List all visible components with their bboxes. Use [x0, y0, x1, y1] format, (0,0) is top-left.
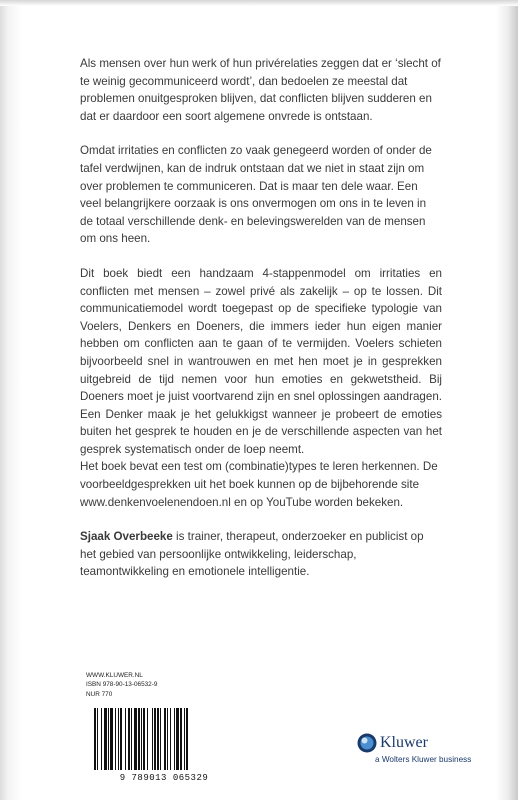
- barcode-digits: 9 789013 065329: [119, 773, 209, 783]
- author-bio: [80, 528, 442, 581]
- barcode: [84, 706, 244, 784]
- isbn: ISBN 978-90-13-06532-9: [86, 681, 158, 689]
- barcode-bars: [94, 708, 232, 770]
- blurb-paragraph-2: Omdat irritaties en conflicten zo vaak genegeerd worden of onder de tafel verdwijnen, kan de indruk ontstaan dat we niet in staat zijn om over problemen te communiceren. Dat is maar ten dele waar. Een veel belangrijkere oorzaak is ons onvermogen om ons in te leven in de totaal verschillende denk- en belevingswerelden van de mensen om ons heen.: [80, 144, 432, 246]
- blurb-paragraph-1: Als mensen over hun werk of hun privérelaties zeggen dat er ‘slecht of te weinig gecommuniceerd wordt’, dan bedoelen ze meestal dat problemen onuitgesproken blijven, dat conflicten blijven sudderen en dat er daardoor een soort algemene onvrede is ontstaan.: [80, 57, 441, 123]
- publisher-tagline: a Wolters Kluwer business: [375, 755, 472, 764]
- blurb-paragraph-3: Dit boek biedt een handzaam 4-stappenmodel om irritaties en conflicten met mensen – zowel privé als zakelijk – op te lossen. Dit communicatiemodel wordt toegepast op de specifieke typologie van Voelers, Denkers en Doeners, die immers ieder hun eigen manier hebben om conflicten aan te gaan of te vermijden. Voelers schieten bijvoorbeeld snel in wantrouwen en met hen moet je in gesprekken uitgebreid de tijd nemen voor hun emoties en gekwetstheid. Bij Doeners moet je juist voortvarend zijn en snel oplossingen aandragen. Een Denker maak je het gelukkigst wanneer je probeert de emoties buiten het gesprek te houden en je de verschillende aspecten van het gesprek systematisch onder de loep neemt.: [80, 266, 442, 456]
- publisher-website: WWW.KLUWER.NL: [86, 672, 143, 679]
- blurb-paragraph-4: Het boek bevat een test om (combinatie)types te leren herkennen. De voorbeeldgesprekken uit het boek kunnen op de bijbehorende site www.denkenvoelenendoen.nl en op YouTube worden bekeken.: [80, 460, 438, 509]
- publisher-name: Kluwer: [380, 734, 428, 751]
- nur-code: NUR 770: [86, 690, 113, 698]
- publisher-brand: [357, 733, 428, 753]
- cover-top-edge: [0, 0, 518, 6]
- blurb-text: [80, 55, 442, 581]
- publication-info: [86, 671, 157, 699]
- author-name: Sjaak Overbeeke: [80, 530, 173, 544]
- author-bio-text: is trainer, therapeut, onderzoeker en publicist op het gebied van persoonlijke ontwikkeling, leiderschap, teamontwikkeling en emotionele intelligentie.: [80, 530, 424, 579]
- kluwer-logo-icon: [357, 733, 377, 753]
